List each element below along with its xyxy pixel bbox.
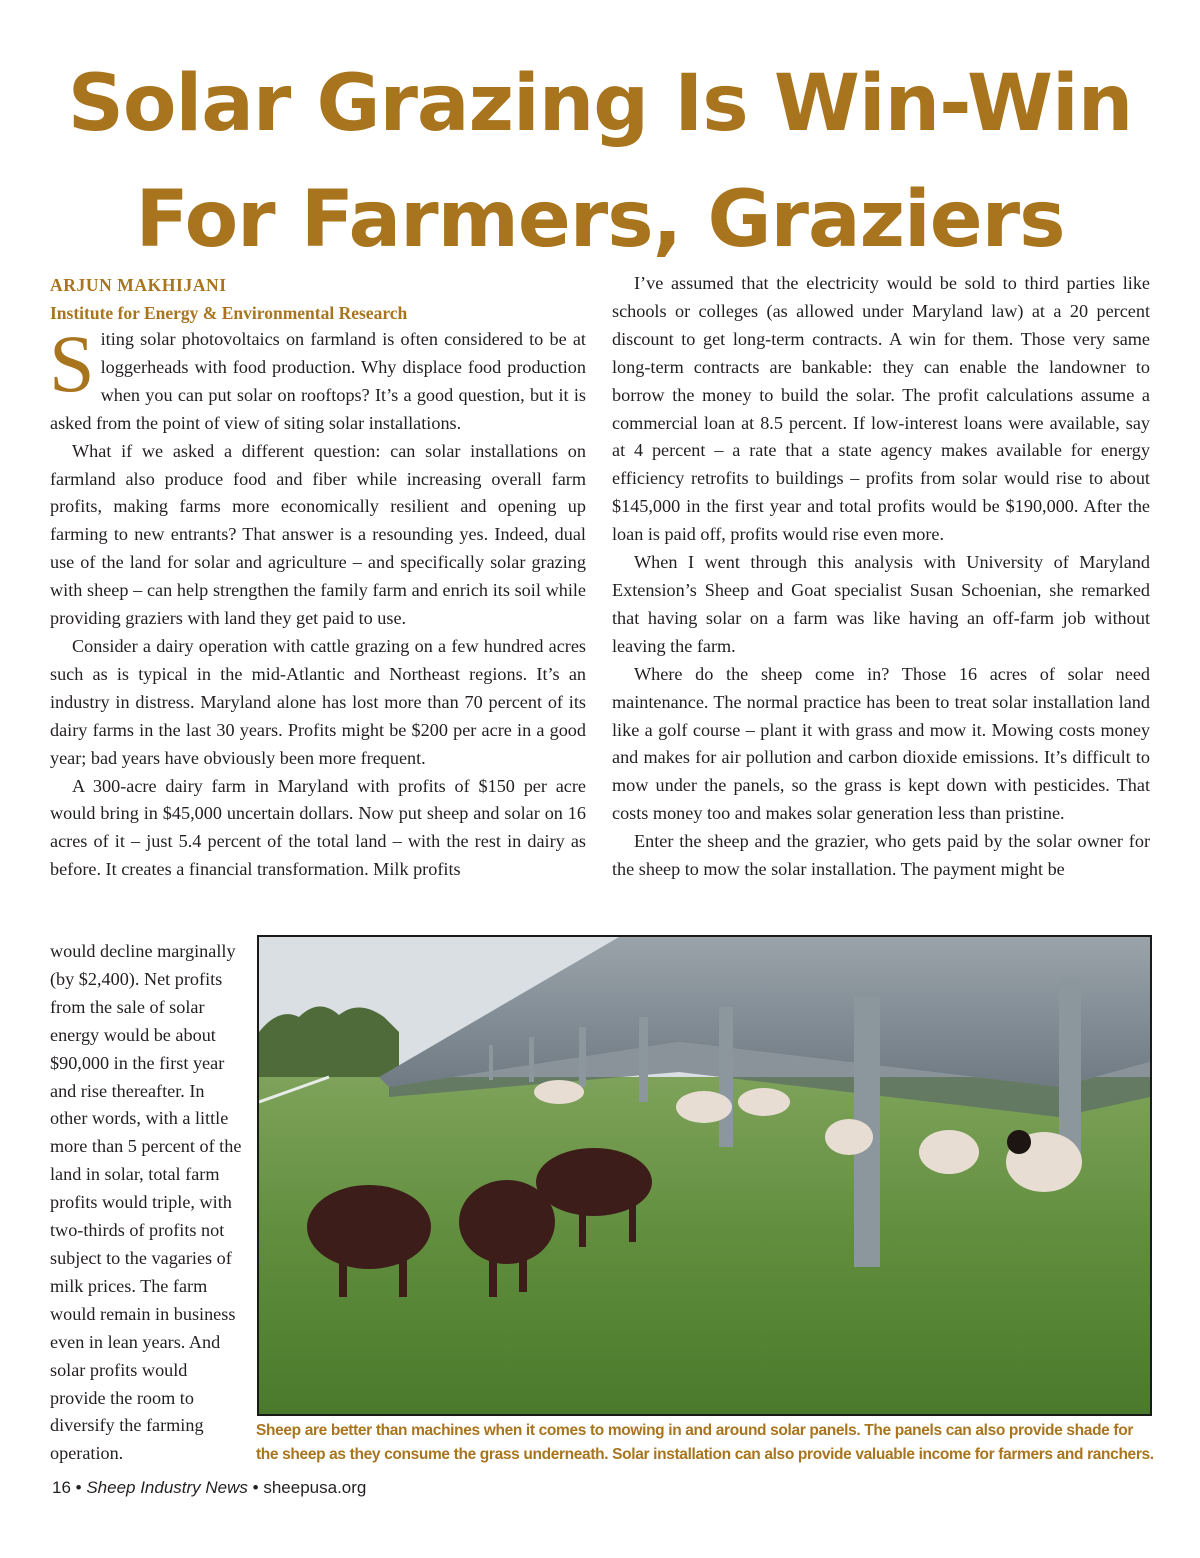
sheep-head-dark [1007,1130,1031,1154]
sheep-solar-photo [257,935,1152,1416]
tree-line [259,1006,399,1077]
drop-cap: S [49,318,95,409]
body-paragraph-3: Consider a dairy operation with cattle grazing on a few hundred acres such as is typical in the mid-Atlantic and Northeast regions. It’s an industry in distress. Maryland alone has lost more than 70 percent of its dairy farms in the last 30 years. Profits might be $200 per acre in a good year; bad years have obviously been more frequent. [50,635,586,768]
body-paragraph-2: What if we asked a different question: can solar installations on farmland also produce food and fiber while increasing overall farm profits, making farms more economically resilient and opening up farming to new entrants? That answer is a resounding yes. Indeed, dual use of the land for solar and agriculture – and specifically solar grazing with sheep – can help strengthen the family farm and enrich its soil while providing graziers with land they get paid to use. [50,440,586,629]
title-line-2: For Farmers, Graziers [135,175,1065,265]
website-link[interactable]: sheepusa.org [263,1478,367,1497]
body-paragraph-8: Enter the sheep and the grazier, who gets paid by the solar owner for the sheep to mow the solar installation. The payment might be [612,831,1150,880]
body-paragraph-4: A 300-acre dairy farm in Maryland with profits of $150 per acre would bring in $45,000 uncertain dollars. Now put sheep and solar on 16 acres of it – just 5.4 percent of the total land – with the rest in dairy as before. It creates a financial transformation. Milk profits [50,775,586,880]
body-paragraph-6: When I went through this analysis with University of Maryland Extension’s Sheep and Goat specialist Susan Schoenian, she remarked that having solar on a farm was like having an off-farm job without leaving the farm. [612,552,1150,656]
title-line-1: Solar Grazing Is Win-Win [67,59,1133,149]
publication-name: Sheep Industry News [86,1478,248,1497]
article-title [0,46,1200,278]
author-affiliation: Institute for Energy & Environmental Research [50,303,408,323]
body-paragraph-5: I’ve assumed that the electricity would be sold to third parties like schools or colleges (as allowed under Maryland law) at a 20 percent discount to get long-term contracts. A win for them. Those very same long-term contracts are bankable: they can enable the landowner to borrow the money to build the solar. The profit calculations assume a commercial loan at 8.5 percent. If low-interest loans were available, say at 4 percent – a rate that a state agency makes available for energy efficiency retrofits to buildings – profits from solar would rise to about $145,000 in the first year and total profits would be $190,000. After the loan is paid off, profits would rise even more. [612,273,1150,545]
photo-illustration [259,937,1150,1414]
page-footer [52,1478,366,1498]
author-name: ARJUN MAKHIJANI [50,275,227,295]
body-paragraph-4-continued: would decline marginally (by $2,400). Net profits from the sale of solar energy would be about $90,000 in the first year and rise thereafter. In other words, with a little more than 5 percent of the land in solar, total farm profits would triple, with two-thirds of profits not subject to the vagaries of milk prices. The farm would remain in business even in lean years. And solar profits would provide the room to diversify the farming operation. [50,941,242,1464]
byline [50,271,610,327]
body-column-left [49,318,586,884]
body-paragraph-1 [49,318,586,438]
body-column-left-narrow [50,938,246,1468]
photo-caption: Sheep are better than machines when it comes to mowing in and around solar panels. The panels can also provide shade for the sheep as they consume the grass underneath. Solar installation can also provide valuable income for farmers and ranchers. [256,1422,1154,1463]
page-number: 16 • [52,1478,82,1497]
paragraph-text: iting solar photovoltaics on farmland is often considered to be at loggerheads with food production. Why displace food production when you can put solar on rooftops? It’s a good question, but it is asked from the point of view of siting solar installations. [50,329,586,433]
body-column-right [612,270,1150,884]
body-paragraph-7: Where do the sheep come in? Those 16 acres of solar need maintenance. The normal practice has been to treat solar installation land like a golf course – plant it with grass and mow it. Mowing costs money and makes for air pollution and carbon dioxide emissions. It’s difficult to mow under the panels, so the grass is kept down with pesticides. That costs money too and makes solar generation less than pristine. [612,663,1150,824]
footer-separator: • [252,1478,259,1497]
